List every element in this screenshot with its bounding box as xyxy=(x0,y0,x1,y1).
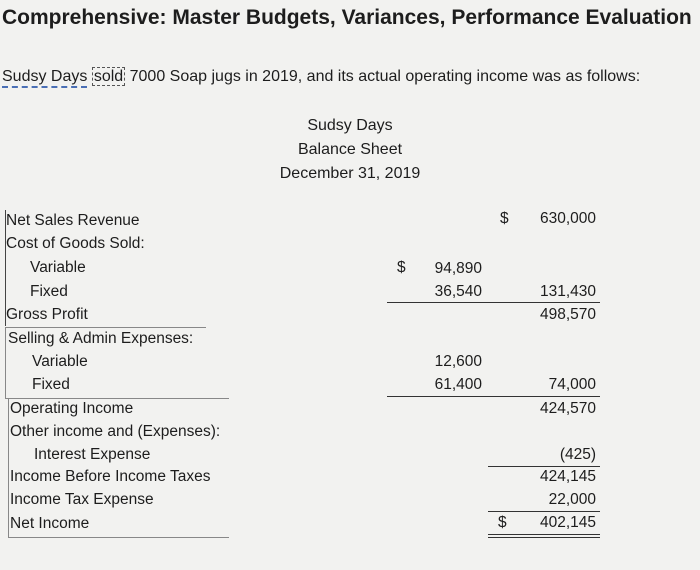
net-income-total: 402,145 xyxy=(539,514,596,531)
intro-rest: 7000 Soap jugs in 2019, and its actual operating income was as follows: xyxy=(125,68,641,85)
sga-fixed-total: 74,000 xyxy=(548,376,596,393)
statement-company: Sudsy Days xyxy=(307,117,393,134)
interest-total: (425) xyxy=(559,446,596,463)
net-sales-label: Net Sales Revenue xyxy=(6,212,140,229)
company-name-highlight: Sudsy Days xyxy=(2,68,87,88)
net-income-double-underline-1 xyxy=(488,534,600,535)
cogs-variable-amount: 94,890 xyxy=(434,260,482,277)
interest-underline xyxy=(488,466,600,467)
sga-label: Selling & Admin Expenses: xyxy=(8,330,194,347)
tax-underline xyxy=(488,511,600,512)
cogs-label: Cost of Goods Sold: xyxy=(6,235,145,252)
net-income-double-underline-2 xyxy=(488,537,600,538)
sga-variable-label: Variable xyxy=(32,353,88,370)
ibt-total: 424,145 xyxy=(539,468,596,485)
cogs-fixed-label: Fixed xyxy=(30,283,68,300)
net-sales-total: 630,000 xyxy=(539,210,596,227)
tax-label: Income Tax Expense xyxy=(10,491,154,508)
cogs-variable-dollar: $ xyxy=(397,259,406,276)
statement-date: December 31, 2019 xyxy=(279,165,421,182)
sga-underline xyxy=(387,396,600,397)
cogs-variable-label: Variable xyxy=(30,259,86,276)
sold-word: sold xyxy=(93,68,124,85)
cogs-fixed-total: 131,430 xyxy=(539,283,596,300)
sga-variable-amount: 12,600 xyxy=(434,353,482,370)
page-title: Comprehensive: Master Budgets, Variances, Performance Evaluation xyxy=(2,6,692,29)
gross-profit-total: 498,570 xyxy=(539,306,596,323)
net-income-label: Net Income xyxy=(10,515,90,532)
operating-income-label: Operating Income xyxy=(10,400,134,417)
other-label: Other income and (Expenses): xyxy=(10,423,221,440)
ibt-label: Income Before Income Taxes xyxy=(10,468,211,485)
operating-income-total: 424,570 xyxy=(539,400,596,417)
intro-sentence xyxy=(2,68,640,86)
tax-total: 22,000 xyxy=(548,491,596,508)
cogs-fixed-amount: 36,540 xyxy=(434,283,482,300)
sga-fixed-amount: 61,400 xyxy=(434,376,482,393)
net-sales-dollar: $ xyxy=(500,210,509,227)
interest-label: Interest Expense xyxy=(34,446,151,463)
statement-name: Balance Sheet xyxy=(297,141,403,158)
net-income-dollar: $ xyxy=(498,514,507,531)
sga-fixed-label: Fixed xyxy=(32,376,70,393)
cogs-underline xyxy=(387,302,600,303)
gross-profit-label: Gross Profit xyxy=(6,306,88,323)
